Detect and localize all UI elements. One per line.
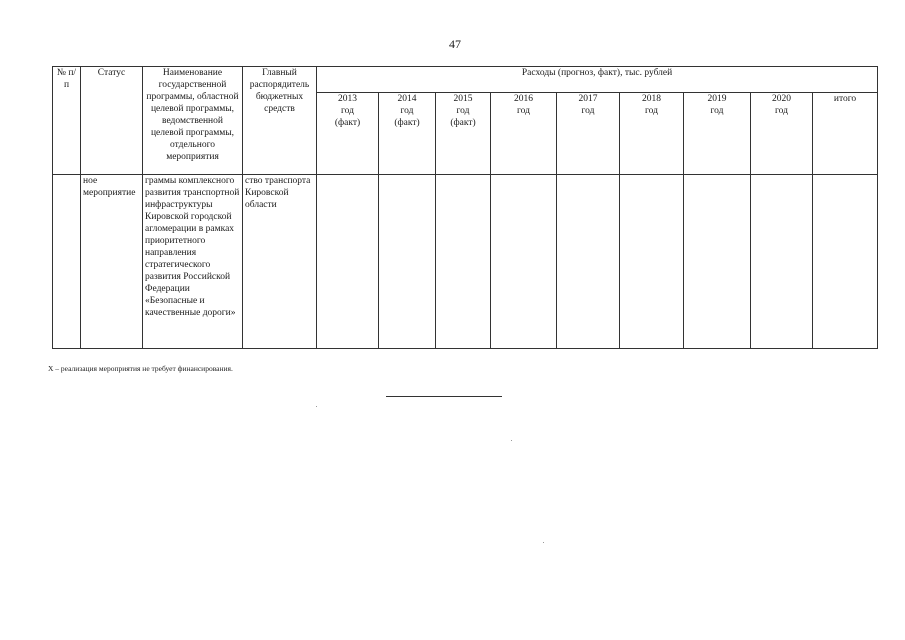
page-number: 47 <box>449 37 461 51</box>
header-name: Наименование государственной программы, областной целевой программы, ведомственной целевой программы, отдельного мероприятия <box>143 67 243 175</box>
row-cell-2014 <box>379 175 436 349</box>
row-status: ное мероприятие <box>81 175 143 349</box>
header-year-2017: 2017 год <box>557 93 620 175</box>
row-manager: ство транспорта Кировской области <box>243 175 317 349</box>
expenses-table <box>52 66 878 349</box>
row-cell-total <box>813 175 878 349</box>
row-cell-2017 <box>557 175 620 349</box>
row-cell-2019 <box>684 175 751 349</box>
row-cell-2015 <box>436 175 491 349</box>
header-status: Статус <box>81 67 143 175</box>
header-num: № п/п <box>53 67 81 175</box>
row-name: граммы комплексного развития транспортной инфраструктуры Кировской городской агломерации в рамках приоритетного направления стратегического развития Российской Федерации «Безопасные и качественные дороги» <box>143 175 243 349</box>
header-year-2014: 2014 год (факт) <box>379 93 436 175</box>
row-cell-2018 <box>620 175 684 349</box>
row-cell-2013 <box>317 175 379 349</box>
scan-speck <box>316 406 317 407</box>
header-year-2019: 2019 год <box>684 93 751 175</box>
header-year-2016: 2016 год <box>491 93 557 175</box>
header-year-2013: 2013 год (факт) <box>317 93 379 175</box>
header-manager: Главный распорядитель бюджетных средств <box>243 67 317 175</box>
row-cell-2020 <box>751 175 813 349</box>
header-total: итого <box>813 93 878 175</box>
footnote: Х – реализация мероприятия не требует финансирования. <box>48 364 233 373</box>
header-year-2020: 2020 год <box>751 93 813 175</box>
row-cell-2016 <box>491 175 557 349</box>
header-year-2018: 2018 год <box>620 93 684 175</box>
scan-speck <box>543 542 544 543</box>
scan-speck <box>511 440 512 441</box>
header-year-2015: 2015 год (факт) <box>436 93 491 175</box>
header-expenses: Расходы (прогноз, факт), тыс. рублей <box>317 67 878 93</box>
row-num <box>53 175 81 349</box>
separator-line <box>386 396 502 397</box>
